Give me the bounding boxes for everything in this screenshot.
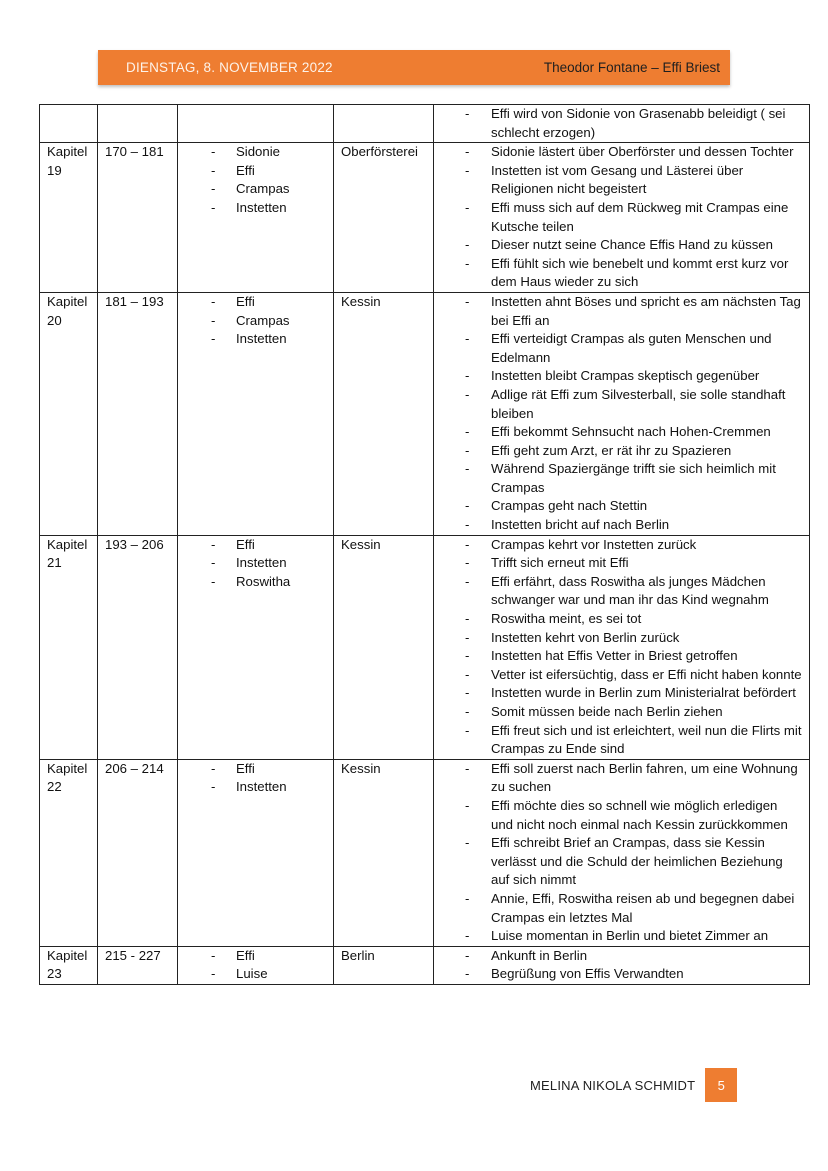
event-item: - Effi verteidigt Crampas als guten Menschen und Edelmann bbox=[434, 330, 803, 367]
character-item: - Roswitha bbox=[185, 573, 326, 592]
events-list bbox=[434, 760, 803, 946]
chapter-cell: Kapitel 22 bbox=[40, 759, 98, 946]
table-row bbox=[40, 292, 810, 535]
character-item: - Luise bbox=[185, 965, 326, 984]
header-title: Theodor Fontane – Effi Briest bbox=[543, 60, 720, 75]
event-item: - Instetten ahnt Böses und spricht es am nächsten Tag bei Effi an bbox=[434, 293, 803, 330]
event-item: - Instetten bleibt Crampas skeptisch gegenüber bbox=[434, 367, 803, 386]
event-item: - Luise momentan in Berlin und bietet Zimmer an bbox=[434, 927, 803, 946]
event-item: - Instetten hat Effis Vetter in Briest getroffen bbox=[434, 647, 803, 666]
place-cell bbox=[334, 105, 434, 143]
footer-author: MELINA NIKOLA SCHMIDT bbox=[530, 1077, 696, 1093]
event-item: - Effi muss sich auf dem Rückweg mit Crampas eine Kutsche teilen bbox=[434, 199, 803, 236]
characters-cell bbox=[178, 535, 334, 759]
character-item: - Effi bbox=[185, 760, 326, 779]
table-row bbox=[40, 105, 810, 143]
event-item: - Instetten kehrt von Berlin zurück bbox=[434, 629, 803, 648]
events-list bbox=[434, 105, 803, 142]
characters-cell bbox=[178, 143, 334, 293]
pages-cell: 170 – 181 bbox=[98, 143, 178, 293]
events-cell bbox=[434, 105, 810, 143]
event-item: - Instetten ist vom Gesang und Lästerei über Religionen nicht begeistert bbox=[434, 162, 803, 199]
table-body bbox=[40, 105, 810, 985]
pages-cell: 181 – 193 bbox=[98, 292, 178, 535]
events-cell bbox=[434, 535, 810, 759]
events-list bbox=[434, 293, 803, 535]
event-item: - Vetter ist eifersüchtig, dass er Effi nicht haben konnte bbox=[434, 666, 803, 685]
header-bar bbox=[98, 50, 730, 85]
characters-list bbox=[185, 143, 326, 217]
chapter-cell: Kapitel 21 bbox=[40, 535, 98, 759]
event-item: - Annie, Effi, Roswitha reisen ab und begegnen dabei Crampas ein letztes Mal bbox=[434, 890, 803, 927]
character-item: - Effi bbox=[185, 162, 326, 181]
place-cell: Kessin bbox=[334, 759, 434, 946]
character-item: - Effi bbox=[185, 947, 326, 966]
events-cell bbox=[434, 143, 810, 293]
characters-cell bbox=[178, 105, 334, 143]
event-item: - Effi freut sich und ist erleichtert, weil nun die Flirts mit Crampas zu Ende sind bbox=[434, 722, 803, 759]
event-item: - Effi soll zuerst nach Berlin fahren, um eine Wohnung zu suchen bbox=[434, 760, 803, 797]
table-row bbox=[40, 946, 810, 984]
page-number: 5 bbox=[705, 1068, 737, 1102]
events-list bbox=[434, 536, 803, 759]
chapter-cell: Kapitel 19 bbox=[40, 143, 98, 293]
chapter-cell: Kapitel 20 bbox=[40, 292, 98, 535]
place-cell: Kessin bbox=[334, 292, 434, 535]
event-item: - Crampas kehrt vor Instetten zurück bbox=[434, 536, 803, 555]
event-item: - Somit müssen beide nach Berlin ziehen bbox=[434, 703, 803, 722]
character-item: - Instetten bbox=[185, 330, 326, 349]
character-item: - Crampas bbox=[185, 312, 326, 331]
events-cell bbox=[434, 946, 810, 984]
event-item: - Während Spaziergänge trifft sie sich heimlich mit Crampas bbox=[434, 460, 803, 497]
event-item: - Sidonie lästert über Oberförster und dessen Tochter bbox=[434, 143, 803, 162]
characters-list bbox=[185, 293, 326, 349]
events-cell bbox=[434, 759, 810, 946]
pages-cell: 206 – 214 bbox=[98, 759, 178, 946]
character-item: - Instetten bbox=[185, 199, 326, 218]
chapter-cell bbox=[40, 105, 98, 143]
characters-cell bbox=[178, 759, 334, 946]
place-cell: Kessin bbox=[334, 535, 434, 759]
event-item: - Effi wird von Sidonie von Grasenabb beleidigt ( sei schlecht erzogen) bbox=[434, 105, 803, 142]
event-item: - Crampas geht nach Stettin bbox=[434, 497, 803, 516]
event-item: - Roswitha meint, es sei tot bbox=[434, 610, 803, 629]
pages-cell bbox=[98, 105, 178, 143]
character-item: - Instetten bbox=[185, 778, 326, 797]
character-item: - Instetten bbox=[185, 554, 326, 573]
event-item: - Ankunft in Berlin bbox=[434, 947, 803, 966]
event-item: - Effi möchte dies so schnell wie möglich erledigen und nicht noch einmal nach Kessin zurückkommen bbox=[434, 797, 803, 834]
characters-list bbox=[185, 947, 326, 984]
event-item: - Dieser nutzt seine Chance Effis Hand zu küssen bbox=[434, 236, 803, 255]
pages-cell: 215 - 227 bbox=[98, 946, 178, 984]
chapter-summary-table bbox=[39, 104, 810, 985]
table-row bbox=[40, 535, 810, 759]
event-item: - Effi erfährt, dass Roswitha als junges Mädchen schwanger war und man ihr das Kind wegnahm bbox=[434, 573, 803, 610]
characters-list bbox=[185, 760, 326, 797]
events-list bbox=[434, 947, 803, 984]
event-item: - Effi fühlt sich wie benebelt und kommt erst kurz vor dem Haus wieder zu sich bbox=[434, 255, 803, 292]
event-item: - Trifft sich erneut mit Effi bbox=[434, 554, 803, 573]
place-cell: Berlin bbox=[334, 946, 434, 984]
table-row bbox=[40, 143, 810, 293]
table-row bbox=[40, 759, 810, 946]
character-item: - Effi bbox=[185, 536, 326, 555]
header-date: DIENSTAG, 8. NOVEMBER 2022 bbox=[126, 60, 333, 75]
event-item: - Adlige rät Effi zum Silvesterball, sie solle standhaft bleiben bbox=[434, 386, 803, 423]
character-item: - Sidonie bbox=[185, 143, 326, 162]
events-list bbox=[434, 143, 803, 292]
place-cell: Oberförsterei bbox=[334, 143, 434, 293]
pages-cell: 193 – 206 bbox=[98, 535, 178, 759]
chapter-cell: Kapitel 23 bbox=[40, 946, 98, 984]
events-cell bbox=[434, 292, 810, 535]
event-item: - Effi schreibt Brief an Crampas, dass sie Kessin verlässt und die Schuld der heimlichen Beziehung auf sich nimmt bbox=[434, 834, 803, 890]
characters-list bbox=[185, 536, 326, 592]
event-item: - Instetten bricht auf nach Berlin bbox=[434, 516, 803, 535]
character-item: - Effi bbox=[185, 293, 326, 312]
event-item: - Begrüßung von Effis Verwandten bbox=[434, 965, 803, 984]
event-item: - Instetten wurde in Berlin zum Ministerialrat befördert bbox=[434, 684, 803, 703]
event-item: - Effi bekommt Sehnsucht nach Hohen-Cremmen bbox=[434, 423, 803, 442]
characters-cell bbox=[178, 946, 334, 984]
characters-cell bbox=[178, 292, 334, 535]
character-item: - Crampas bbox=[185, 180, 326, 199]
footer bbox=[530, 1068, 737, 1102]
event-item: - Effi geht zum Arzt, er rät ihr zu Spazieren bbox=[434, 442, 803, 461]
